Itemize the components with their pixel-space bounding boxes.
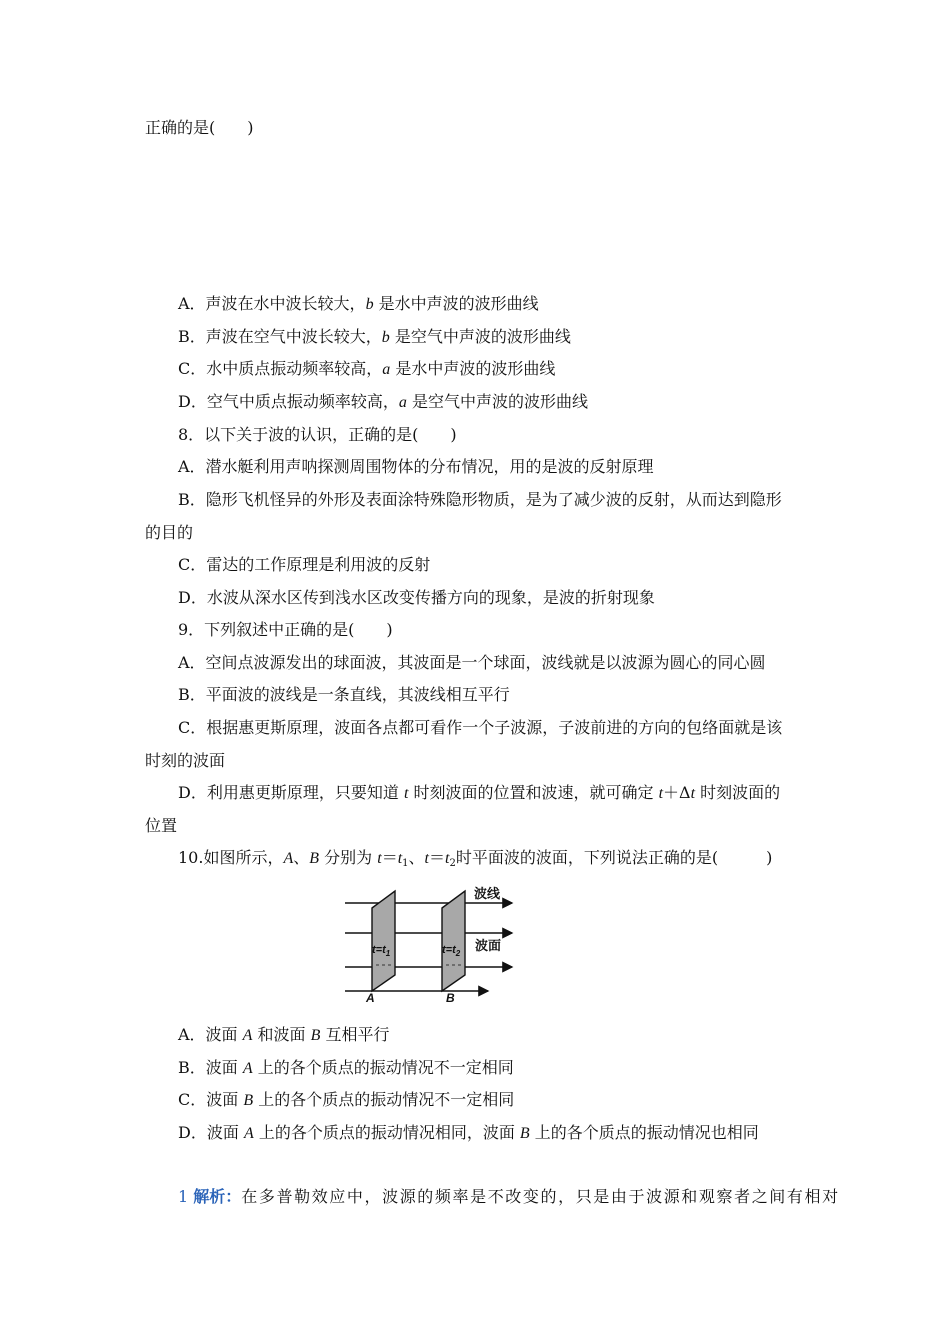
label-b: B	[446, 991, 455, 1003]
q8-stem: 8．以下关于波的认识，正确的是( )	[178, 425, 457, 444]
q7-stem-tail: 正确的是( )	[145, 118, 254, 137]
q9-option-a: A．空间点波源发出的球面波，其波面是一个球面，波线就是以波源为圆心的同心圆	[178, 653, 766, 672]
answer-explanation: 1 解析：在多普勒效应中，波源的频率是不改变的，只是由于波源和观察者之间有相对	[178, 1187, 840, 1206]
q9-option-d-cont: 位置	[145, 816, 178, 835]
q9-option-c-cont: 时刻的波面	[145, 751, 226, 770]
q7-option-c: C．水中质点振动频率较高，a 是水中声波的波形曲线	[178, 359, 556, 378]
wavefront-a	[372, 891, 395, 991]
q8-option-c: C．雷达的工作原理是利用波的反射	[178, 555, 431, 574]
q8-option-b: B．隐形飞机怪异的外形及表面涂特殊隐形物质，是为了减少波的反射，从而达到隐形	[178, 490, 782, 509]
label-a: A	[366, 991, 375, 1003]
wavefront-b-time: $t=t_2$	[442, 944, 461, 958]
q7-option-d: D．空气中质点振动频率较高，a 是空气中声波的波形曲线	[178, 392, 588, 411]
q7-option-a: A．声波在水中波长较大，b 是水中声波的波形曲线	[178, 294, 539, 313]
q9-option-d: D．利用惠更斯原理，只要知道 t 时刻波面的位置和波速，就可确定 t＋Δt 时刻波面的	[178, 783, 781, 802]
wave-line-label: 波线	[474, 886, 501, 901]
q7-option-b: B．声波在空气中波长较大，b 是空气中声波的波形曲线	[178, 327, 571, 346]
q8-option-b-cont: 的目的	[145, 523, 194, 542]
q10-option-c: C．波面 B 上的各个质点的振动情况不一定相同	[178, 1090, 515, 1109]
wavefront-a-time: $t=t_1$	[372, 944, 391, 958]
q10-option-b: B．波面 A 上的各个质点的振动情况不一定相同	[178, 1058, 514, 1077]
q9-stem: 9．下列叙述中正确的是( )	[178, 620, 393, 639]
q10-option-d: D．波面 A 上的各个质点的振动情况相同，波面 B 上的各个质点的振动情况也相同	[178, 1123, 759, 1142]
q10-option-a: A．波面 A 和波面 B 互相平行	[178, 1025, 390, 1044]
q9-option-b: B．平面波的波线是一条直线，其波线相互平行	[178, 685, 510, 704]
q8-option-d: D．水波从深水区传到浅水区改变传播方向的现象，是波的折射现象	[178, 588, 655, 607]
q8-option-a: A．潜水艇利用声呐探测周围物体的分布情况，用的是波的反射原理	[178, 457, 654, 476]
wavefront-b	[442, 891, 465, 991]
q9-option-c: C．根据惠更斯原理，波面各点都可看作一个子波源，子波前进的方向的包络面就是该	[178, 718, 783, 737]
wave-diagram	[340, 878, 520, 1003]
q10-stem: 10.如图所示，A、B 分别为 $t=t_1$、$t=t_2$时平面波的波面，下列说法正确的是( )	[178, 848, 773, 869]
wavefront-label: 波面	[475, 938, 502, 953]
